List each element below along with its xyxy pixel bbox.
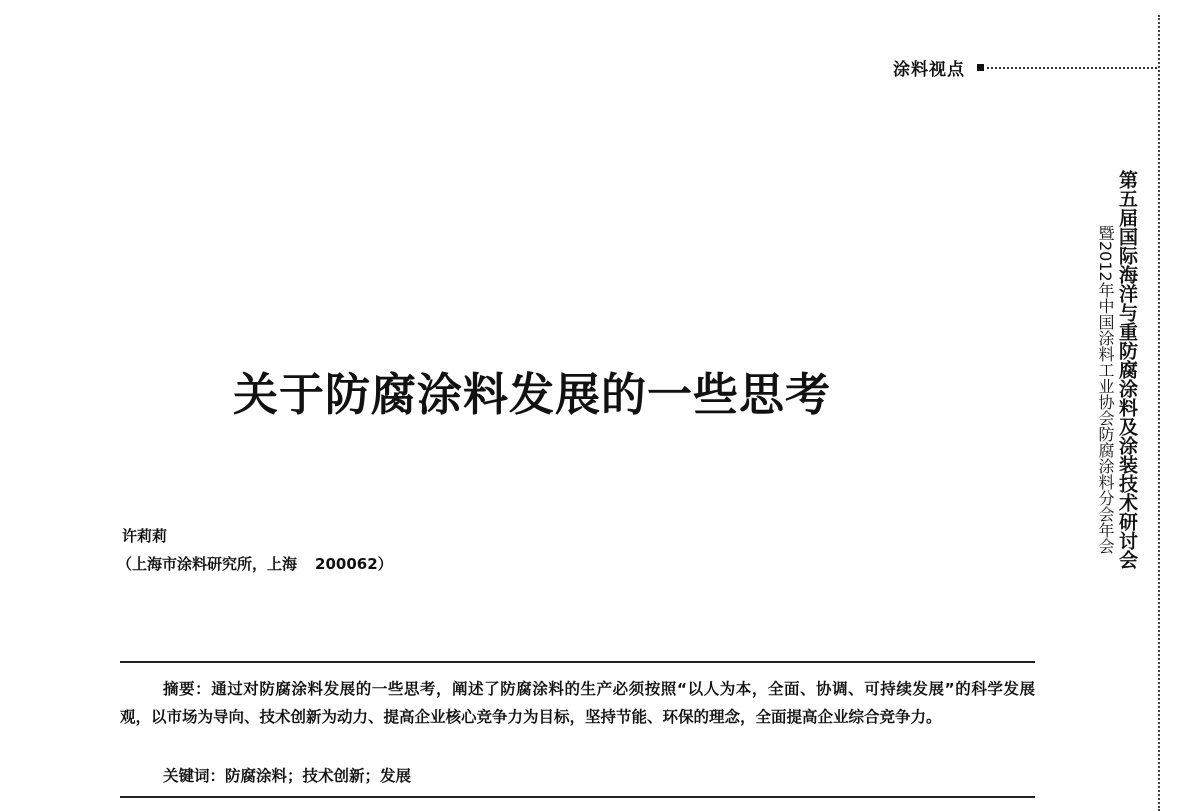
keywords-text: 防腐涂料；技术创新；发展	[225, 767, 412, 785]
abstract-bottom-rule	[120, 796, 1035, 798]
section-label: 涂料视点	[893, 60, 965, 80]
square-bullet-icon	[977, 64, 984, 71]
author-affiliation	[117, 553, 393, 574]
abstract-top-rule	[120, 661, 1035, 663]
keywords-label: 关键词：	[163, 767, 226, 785]
dotted-margin-line	[1158, 15, 1160, 811]
keywords	[163, 764, 411, 786]
dotted-leader	[987, 67, 1157, 69]
affiliation-text: （上海市涂料研究所，上海	[117, 555, 298, 573]
postcode: 200062）	[315, 555, 393, 573]
abstract-label: 摘要：	[163, 680, 212, 698]
section-header	[893, 55, 1157, 80]
conference-title-line2: 暨2012年中国涂料工业协会防腐涂料分会年会	[1096, 225, 1115, 554]
conference-title-line1: 第五届国际海洋与重防腐涂料及涂装技术研讨会	[1116, 170, 1138, 569]
author-name: 许莉莉	[122, 527, 168, 545]
article-title: 关于防腐涂料发展的一些思考	[233, 368, 832, 421]
abstract	[120, 675, 1035, 731]
abstract-text: 通过对防腐涂料发展的一些思考，阐述了防腐涂料的生产必须按照“以人为本，全面、协调、可持续发展”的科学发展观，以市场为导向、技术创新为动力、提高企业核心竞争力为目标，坚持节能、环保的理念，全面提高企业综合竞争力。	[120, 680, 1035, 726]
